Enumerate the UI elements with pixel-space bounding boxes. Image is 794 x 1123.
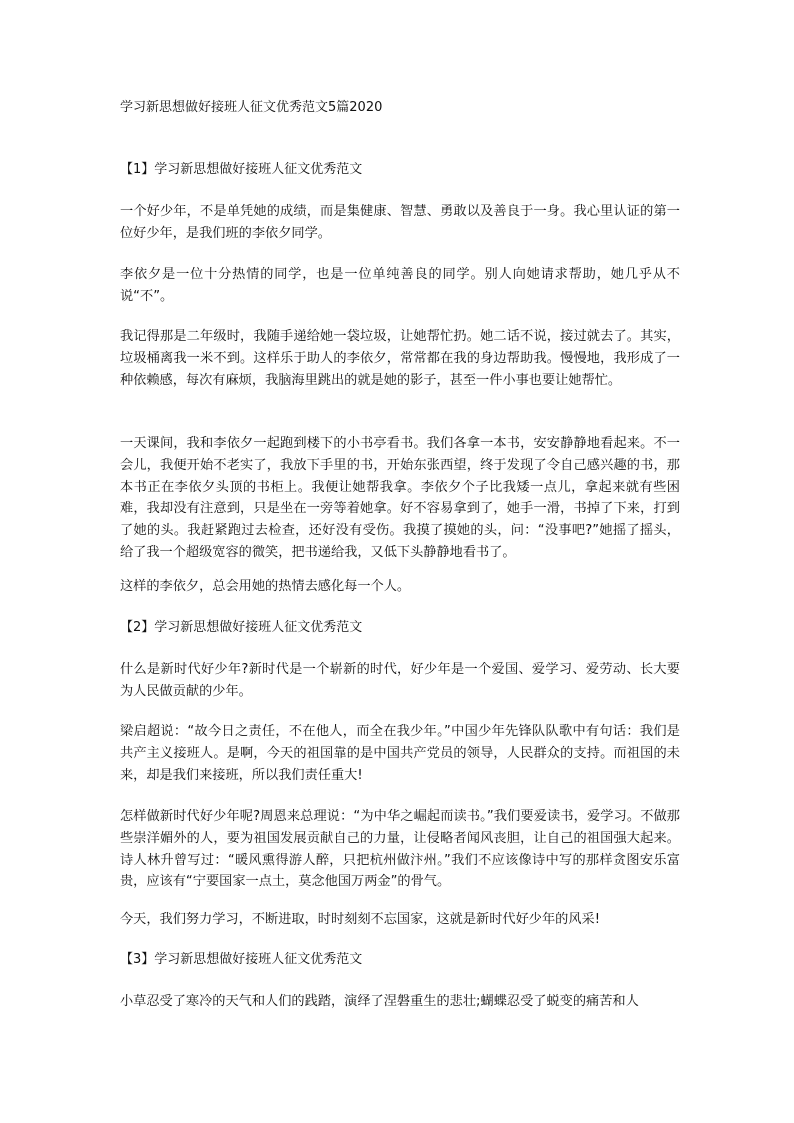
document-title: 学习新思想做好接班人征文优秀范文5篇2020	[120, 100, 383, 115]
paragraph: 我记得那是二年级时，我随手递给她一袋垃圾，让她帮忙扔。她二话不说，接过就去了。其实，垃圾桶离我一米不到。这样乐于助人的李依夕，常常都在我的身边帮助我。慢慢地，我形成了一种依赖感，每次有麻烦，我脑海里跳出的就是她的影子，甚至一件小事也要让她帮忙。	[120, 329, 680, 388]
paragraph: 一个好少年，不是单凭她的成绩，而是集健康、智慧、勇敢以及善良于一身。我心里认证的第一位好少年，是我们班的李依夕同学。	[120, 204, 680, 241]
paragraph: 李依夕是一位十分热情的同学，也是一位单纯善良的同学。别人向她请求帮助，她几乎从不说“不”。	[120, 267, 680, 304]
paragraph: 什么是新时代好少年?新时代是一个崭新的时代，好少年是一个爱国、爱学习、爱劳动、长大要为人民做贡献的少年。	[120, 662, 680, 699]
section-heading-3: 【3】学习新思想做好接班人征文优秀范文	[120, 952, 363, 967]
paragraph: 梁启超说：“故今日之责任，不在他人，而全在我少年。”中国少年先锋队队歌中有句话：我们是共产主义接班人。是啊，今天的祖国靠的是中国共产党员的领导，人民群众的支持。而祖国的未来，却是我们来接班，所以我们责任重大!	[120, 724, 680, 783]
paragraph: 今天，我们努力学习，不断进取，时时刻刻不忘国家，这就是新时代好少年的风采!	[120, 912, 601, 927]
paragraph: 一天课间，我和李依夕一起跑到楼下的小书亭看书。我们各拿一本书，安安静静地看起来。不一会儿，我便开始不老实了，我放下手里的书，开始东张西望，终于发现了令自己感兴趣的书，那本书正在李依夕头顶的书柜上。我便让她帮我拿。李依夕个子比我矮一点儿，拿起来就有些困难，我却没有注意到，只是坐在一旁等着她拿。好不容易拿到了，她手一滑，书掉了下来，打到了她的头。我赶紧跑过去检查，还好没有受伤。我摸了摸她的头，问：“没事吧?”她摇了摇头，给了我一个超级宽容的微笑，把书递给我，又低下头静静地看书了。	[120, 436, 680, 560]
paragraph: 这样的李依夕，总会用她的热情去感化每一个人。	[120, 579, 411, 594]
section-heading-2: 【2】学习新思想做好接班人征文优秀范文	[120, 620, 363, 635]
paragraph: 怎样做新时代好少年呢?周恩来总理说：“为中华之崛起而读书。”我们要爱读书，爱学习。不做那些崇洋媚外的人，要为祖国发展贡献自己的力量，让侵略者闻风丧胆，让自己的祖国强大起来。诗人林升曾写过：“暖风熏得游人醉，只把杭州做汴州。”我们不应该像诗中写的那样贪图安乐富贵，应该有“宁要国家一点土，莫念他国万两金”的骨气。	[120, 809, 680, 890]
section-heading-1: 【1】学习新思想做好接班人征文优秀范文	[120, 162, 363, 177]
paragraph: 小草忍受了寒冷的天气和人们的践踏，演绎了涅磐重生的悲壮;蝴蝶忍受了蜕变的痛苦和人	[120, 994, 639, 1009]
